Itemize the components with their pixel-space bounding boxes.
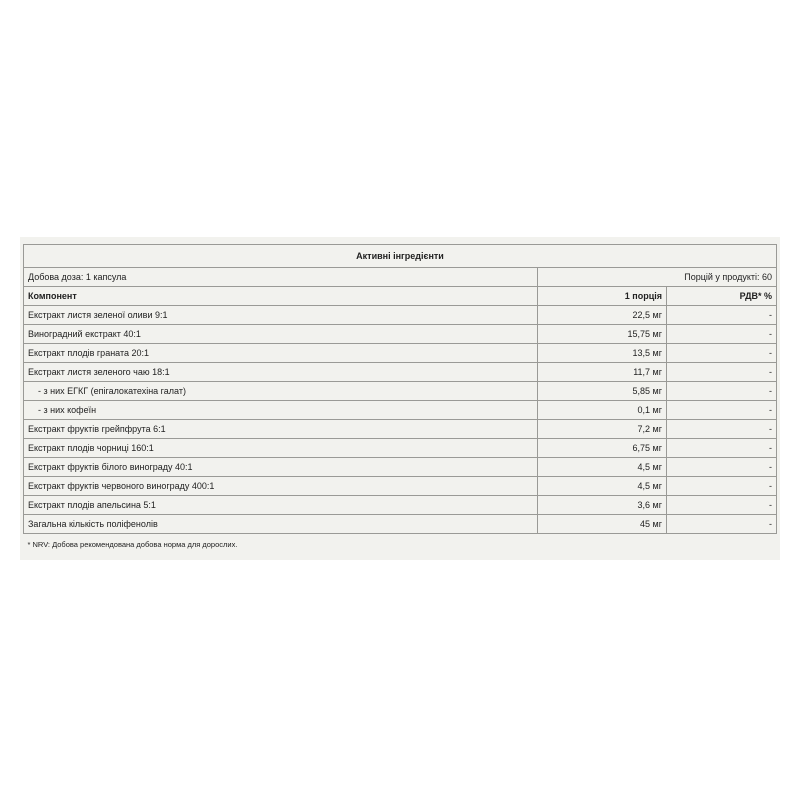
ingredient-rdv: - — [667, 439, 777, 458]
daily-dose-text: Добова доза: 1 капсула — [24, 268, 538, 287]
ingredient-amount: 22,5 мг — [538, 306, 667, 325]
servings-text: Порцій у продукті: 60 — [538, 268, 777, 287]
ingredient-rdv: - — [667, 363, 777, 382]
component-header: Компонент — [24, 287, 538, 306]
ingredient-amount: 3,6 мг — [538, 496, 667, 515]
table-row — [24, 344, 777, 363]
ingredient-amount: 7,2 мг — [538, 420, 667, 439]
ingredient-amount: 6,75 мг — [538, 439, 667, 458]
table-title: Активні інгредієнти — [24, 245, 777, 268]
ingredient-amount: 15,75 мг — [538, 325, 667, 344]
ingredient-rdv: - — [667, 477, 777, 496]
ingredient-name: Екстракт плодів чорниці 160:1 — [24, 439, 538, 458]
table-row — [24, 439, 777, 458]
ingredient-name: - з них кофеїн — [24, 401, 538, 420]
ingredient-name: Екстракт плодів граната 20:1 — [24, 344, 538, 363]
ingredient-rdv: - — [667, 325, 777, 344]
ingredient-name: Екстракт листя зеленої оливи 9:1 — [24, 306, 538, 325]
ingredient-rdv: - — [667, 382, 777, 401]
ingredient-name: Екстракт плодів апельсина 5:1 — [24, 496, 538, 515]
ingredient-name: - з них ЕГКГ (епігалокатехіна галат) — [24, 382, 538, 401]
ingredient-amount: 4,5 мг — [538, 458, 667, 477]
ingredient-name: Екстракт листя зеленого чаю 18:1 — [24, 363, 538, 382]
table-row — [24, 325, 777, 344]
ingredient-rdv: - — [667, 420, 777, 439]
ingredient-rdv: - — [667, 515, 777, 534]
table-row — [24, 477, 777, 496]
ingredient-rdv: - — [667, 306, 777, 325]
rdv-header: РДВ* % — [667, 287, 777, 306]
active-ingredients-table — [23, 244, 777, 554]
table-row — [24, 382, 777, 401]
table-row — [24, 420, 777, 439]
ingredient-amount: 13,5 мг — [538, 344, 667, 363]
ingredient-amount: 4,5 мг — [538, 477, 667, 496]
ingredient-name: Екстракт фруктів грейпфрута 6:1 — [24, 420, 538, 439]
ingredient-name: Екстракт фруктів червоного винограду 400:1 — [24, 477, 538, 496]
ingredient-rdv: - — [667, 458, 777, 477]
ingredient-name: Виноградний екстракт 40:1 — [24, 325, 538, 344]
ingredient-amount: 45 мг — [538, 515, 667, 534]
ingredient-name: Загальна кількість поліфенолів — [24, 515, 538, 534]
ingredient-amount: 0,1 мг — [538, 401, 667, 420]
ingredient-amount: 11,7 мг — [538, 363, 667, 382]
table-row — [24, 496, 777, 515]
table-row — [24, 515, 777, 534]
ingredient-name: Екстракт фруктів білого винограду 40:1 — [24, 458, 538, 477]
dose-info-row — [24, 268, 777, 287]
table-row — [24, 306, 777, 325]
footnote-row — [24, 534, 777, 555]
ingredient-rdv: - — [667, 344, 777, 363]
table-title-row — [24, 245, 777, 268]
table-row — [24, 363, 777, 382]
header-row — [24, 287, 777, 306]
portion-header: 1 порція — [538, 287, 667, 306]
ingredient-rdv: - — [667, 496, 777, 515]
ingredient-rdv: - — [667, 401, 777, 420]
table-row — [24, 458, 777, 477]
footnote: * NRV: Добова рекомендована добова норма для дорослих. — [24, 534, 777, 555]
ingredient-amount: 5,85 мг — [538, 382, 667, 401]
table-row — [24, 401, 777, 420]
